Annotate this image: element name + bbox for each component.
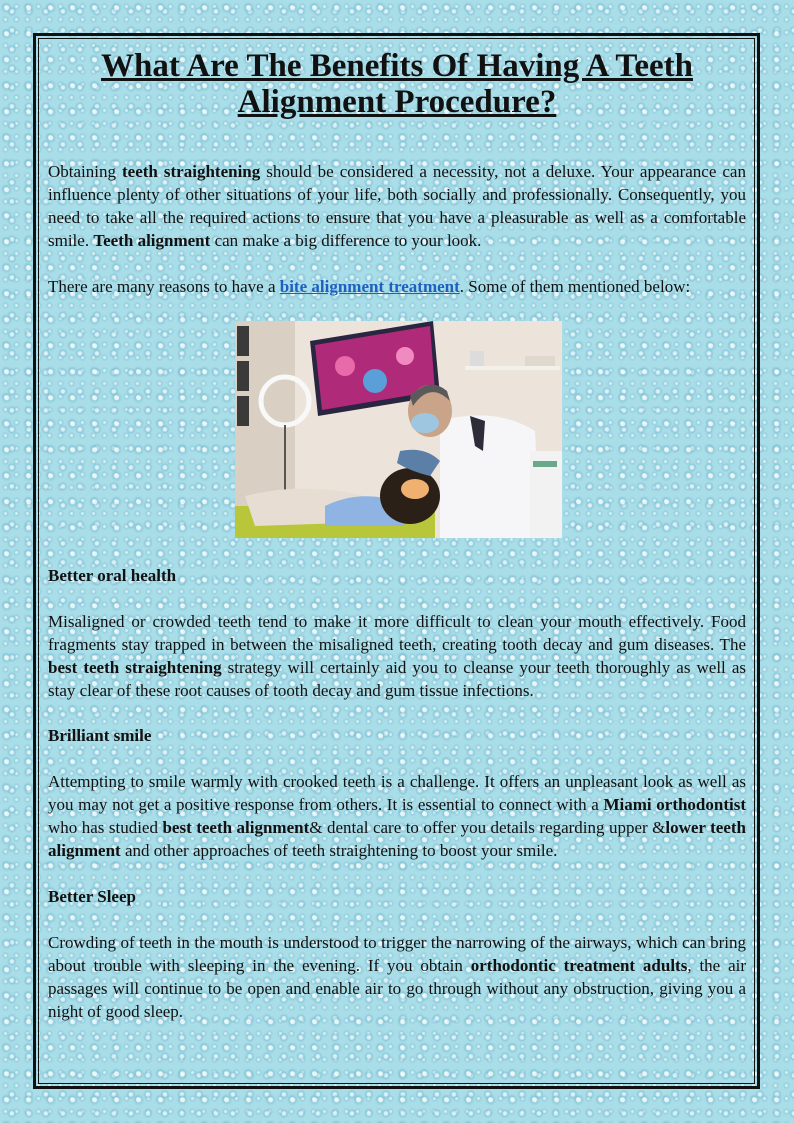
intro-bold-2: Teeth alignment: [93, 231, 211, 250]
title-line-2: Alignment Procedure?: [237, 84, 557, 120]
sleep-bold-1: orthodontic treatment adults: [470, 956, 688, 975]
smile-bold-3: lower teeth alignment: [48, 818, 747, 860]
section-heading-better-sleep: Better Sleep: [48, 887, 136, 906]
dentist-photo-illustration: [235, 321, 562, 538]
smile-text-4: and other approaches of teeth straightening to boost your smile.: [120, 841, 558, 860]
bite-alignment-link[interactable]: bite alignment treatment: [279, 277, 460, 296]
intro-bold-1: teeth straightening: [122, 162, 261, 181]
intro-text-1: Obtaining: [48, 162, 123, 181]
oral-health-text-1: Misaligned or crowded teeth tend to make it more difficult to clean your mouth effectively. Food fragments stay trapped in between the misaligned teeth, creating tooth decay and gum diseases. The: [48, 612, 746, 654]
oral-health-text-2: strategy will certainly aid you to cleanse your teeth thoroughly as well as stay clear of these root causes of tooth decay and gum tissue infections.: [48, 658, 747, 700]
reasons-text-2: . Some of them mentioned below:: [459, 277, 691, 296]
smile-text-3: & dental care to offer you details regarding upper &: [309, 818, 666, 837]
oral-health-paragraph: [48, 610, 746, 702]
intro-text-3: can make a big difference to your look.: [210, 231, 482, 250]
oral-health-bold-1: best teeth straightening: [48, 658, 222, 677]
section-heading-oral-health: Better oral health: [48, 566, 177, 585]
better-sleep-paragraph: [48, 931, 746, 1023]
reasons-text-1: There are many reasons to have a: [48, 277, 280, 296]
reasons-paragraph: [48, 275, 746, 298]
sleep-text-2: , the air passages will continue to be open and enable air to go through without any obstruction, giving you a night of good sleep.: [48, 956, 746, 1021]
page-title: [48, 48, 746, 120]
intro-paragraph: [48, 160, 746, 252]
section-heading-brilliant-smile: Brilliant smile: [48, 726, 152, 745]
sleep-text-1: Crowding of teeth in the mouth is understood to trigger the narrowing of the airways, which can bring about trouble with sleeping in the evening. If you obtain: [48, 933, 746, 975]
brilliant-smile-paragraph: [48, 770, 746, 862]
intro-text-2: should be considered a necessity, not a deluxe. Your appearance can influence plenty of other situations of your life, both socially and professionally. Consequently, you need to take all the required actions to ensure that you have a pleasurable as well as a comfortable smile.: [48, 162, 746, 250]
smile-bold-2: best teeth alignment: [162, 818, 310, 837]
dentist-photo: [235, 321, 562, 538]
smile-text-2: who has studied: [48, 818, 163, 837]
smile-text-1: Attempting to smile warmly with crooked teeth is a challenge. It offers an unpleasant look as well as you may not get a positive response from others. It is essential to connect with a: [48, 772, 746, 814]
smile-bold-1: Miami orthodontist: [603, 795, 747, 814]
title-line-1: What Are The Benefits Of Having A Teeth: [101, 48, 693, 84]
